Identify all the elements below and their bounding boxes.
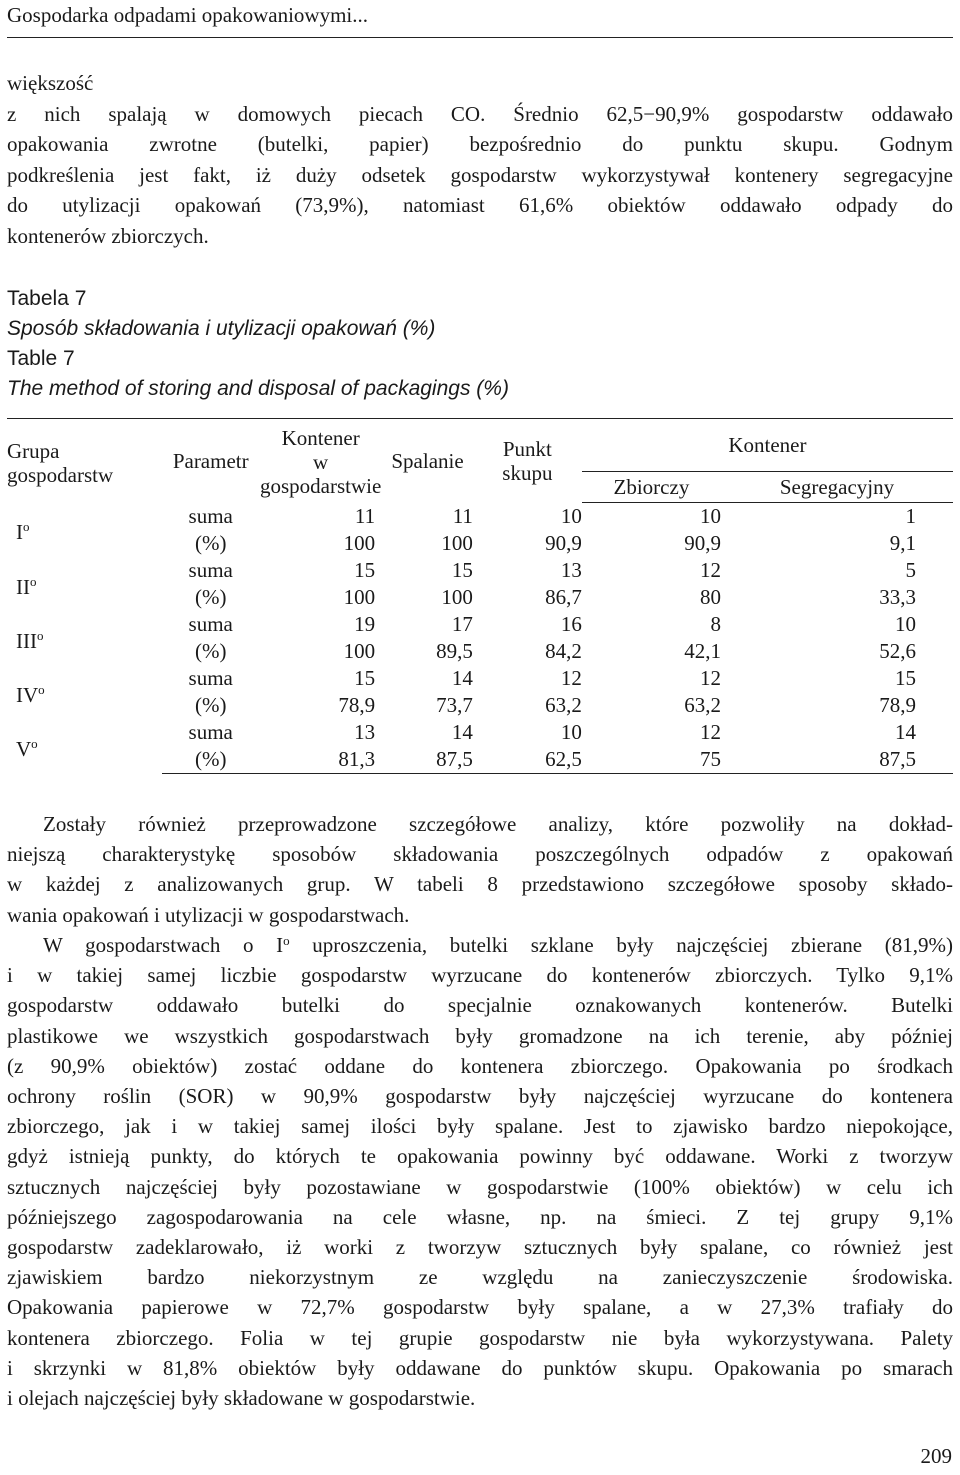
table-cell: 8 [710, 612, 721, 636]
text-line: sztucznych najczęściej były pozostawiane w gospodarstwie (100% obiektów) w celu ich [7, 1174, 953, 1199]
group-label: $I^o$ [16, 519, 30, 545]
page-number: 209 [920, 1444, 952, 1468]
header-spalanie: Spalanie [382, 419, 473, 503]
table-cell: 15 [451, 558, 473, 582]
param-suma: suma [188, 558, 233, 582]
table-cell: 90,9 [545, 531, 582, 555]
table-cell: 15 [354, 558, 376, 582]
table-cell: 1 [905, 504, 916, 528]
text-line: gospodarstw zadeklarowało, iż worki z tworzyw sztucznych były spalane, co również jest [7, 1235, 953, 1260]
table-cell: 80 [700, 585, 721, 609]
table-cell: 15 [354, 666, 376, 690]
table-cell: 73,7 [436, 693, 473, 717]
param-percent: (%) [194, 585, 227, 609]
text-line: wania opakowań i utylizacji w gospodarstwach. [7, 902, 410, 927]
group-label: III$^o$ [16, 627, 44, 653]
table-title-en: The method of storing and disposal of packagings (%) [7, 377, 509, 400]
table-row [7, 503, 953, 531]
intro-line: opakowania zwrotne (butelki, papier) bezpośrednio do punktu skupu. Godnym [7, 132, 953, 156]
table-cell: 87,5 [382, 746, 473, 774]
text-line: Opakowania papierowe w 72,7% gospodarstw były spalane, a w 27,3% trafiały do [7, 1295, 953, 1320]
intro-line: z nich spalają w domowych piecach CO. Średnio 62,5−90,9% gospodarstw oddawało [7, 101, 953, 126]
param-suma: suma [188, 666, 233, 690]
text-line: zjawiskiem bardzo niekorzystnym ze względu na zanieczyszczenie środowiska. [7, 1265, 953, 1290]
table-label-en: Table 7 [7, 347, 75, 370]
table-cell: 87,5 [721, 746, 953, 774]
header-zbiorczy: Zbiorczy [582, 472, 721, 503]
text-line: Zostały również przeprowadzone szczegółowe analizy, które pozwoliły na dokład- [43, 812, 953, 836]
table-cell: 42,1 [684, 639, 721, 663]
table-cell: 81,3 [259, 746, 382, 774]
text-line: i skrzynki w 81,8% obiektów były oddawane do punktów skupu. Opakowania po smarach [7, 1355, 953, 1380]
table-cell: 19 [354, 612, 376, 636]
group-label: $IV^o$ [16, 681, 45, 707]
param-suma: suma [188, 720, 233, 744]
table-cell: 16 [560, 612, 582, 636]
table-cell: 78,9 [338, 693, 376, 717]
text-line: niejszą charakterystykę sposobów składowania poszczególnych odpadów z opakowań [7, 842, 953, 867]
text-line: gospodarstw oddawało butelki do specjalnie oznakowanych kontenerów. Butelki [7, 993, 953, 1018]
text-line: plastikowe we wszystkich gospodarstwach były gromadzone na ich terenie, aby później [7, 1023, 953, 1048]
header-segregacyjny: Segregacyjny [721, 472, 953, 503]
table-cell: 84,2 [545, 639, 582, 663]
table-cell: 10 [700, 504, 721, 528]
table-cell: 12 [700, 720, 721, 744]
table-cell: 9,1 [889, 531, 916, 555]
param-percent: (%) [194, 693, 227, 717]
param-suma: suma [188, 503, 233, 528]
param-percent: (%) [194, 531, 227, 555]
table-cell: 13 [354, 720, 376, 744]
table-cell: 12 [700, 666, 721, 690]
table-cell: 89,5 [436, 639, 473, 663]
table-row [7, 665, 953, 692]
table-cell: 10 [560, 503, 582, 528]
intro-line: większość [7, 71, 94, 95]
running-header: Gospodarka odpadami opakowaniowymi... [7, 3, 369, 27]
intro-line: do utylizacji opakowań (73,9%), natomiast 61,6% obiektów oddawało odpady do [7, 193, 953, 217]
text-line: ochrony roślin (SOR) w 90,9% gospodarstw były najczęściej wyrzucane do kontenera [7, 1084, 953, 1109]
text-line: kontenera zbiorczego. Folia w tej grupie gospodarstw nie była wykorzystywana. Palety [7, 1325, 953, 1350]
param-percent: (%) [194, 639, 227, 663]
table-cell: 12 [560, 666, 582, 690]
group-label: $V^o$ [16, 735, 38, 761]
table-cell: 86,7 [545, 585, 582, 609]
group-label: $II^o$ [16, 573, 37, 599]
table-row [7, 719, 953, 746]
table-cell: 100 [343, 639, 376, 663]
table-cell: 11 [452, 503, 473, 528]
table-cell: 17 [451, 612, 473, 636]
table-cell: 12 [700, 558, 721, 582]
table-cell: 15 [895, 666, 916, 690]
header-kontener: Kontener [582, 419, 953, 472]
text-line: gdyż istnieją punkty, do których te opakowania powinny być oddawane. Worki z tworzyw [7, 1144, 953, 1169]
table-cell: 10 [895, 612, 916, 636]
table-row [7, 611, 953, 638]
table-title-pl: Sposób składowania i utylizacji opakowań (%) [7, 317, 436, 340]
table-cell: 62,5 [473, 746, 582, 774]
header-rule [7, 37, 953, 38]
table-cell: 90,9 [684, 531, 721, 555]
storage-method-table [7, 418, 953, 774]
table-cell: 52,6 [879, 639, 916, 663]
intro-line: kontenerów zbiorczych. [7, 223, 209, 248]
table-cell: 11 [354, 503, 376, 528]
group-one-paragraph [7, 930, 953, 1413]
table-cell: 14 [451, 666, 473, 690]
table-label-pl: Tabela 7 [7, 287, 87, 310]
table-cell: 78,9 [879, 693, 916, 717]
table-cell: 75 [582, 746, 721, 774]
text-line: zbiorczego, jak i w takiej samej ilości były spalane. Jest to zjawisko bardzo niepokojące, [7, 1114, 953, 1139]
text-line: późniejszego zagospodarowania na cele własne, np. na śmieci. Z tej grupy 9,1% [7, 1204, 953, 1229]
text-line: i w takiej samej liczbie gospodarstw wyrzucane do kontenerów zbiorczych. Tylko 9,1% [7, 963, 953, 988]
table-cell: 100 [343, 531, 376, 555]
table-cell: 10 [560, 720, 582, 744]
table-cell: 100 [441, 585, 473, 609]
intro-line: podkreślenia jest fakt, iż duży odsetek gospodarstw wykorzystywał kontenery segregacyjne [7, 162, 953, 187]
table-cell: 14 [895, 720, 916, 744]
table-cell: 13 [560, 558, 582, 582]
intro-paragraph [7, 68, 953, 251]
header-parametr: Parametr [162, 419, 259, 503]
table-row [7, 557, 953, 584]
table-cell: 63,2 [684, 693, 721, 717]
table-cell: 100 [343, 585, 376, 609]
table-cell: 33,3 [879, 585, 916, 609]
table-cell: 63,2 [545, 693, 582, 717]
table-cell: 14 [451, 720, 473, 744]
header-punkt-skupu: Punkt skupu [473, 419, 582, 503]
text-line: (z 90,9% obiektów) zostać oddane do kontenera zbiorczego. Opakowania po środkach [7, 1053, 953, 1078]
param-percent: (%) [162, 746, 259, 774]
text-line: w każdej z analizowanych grup. W tabeli 8 przedstawiono szczegółowe sposoby składo- [7, 872, 953, 897]
table-cell: 100 [441, 531, 473, 555]
text-line: W gospodarstwach o $I^o$ uproszczenia, butelki szklane były najczęściej zbierane (81,9%) [43, 933, 953, 957]
param-suma: suma [188, 612, 233, 636]
text-line: i olejach najczęściej były składowane w gospodarstwie. [7, 1386, 476, 1411]
table-cell: 5 [905, 558, 916, 582]
header-group: Grupa gospodarstw [7, 419, 162, 503]
header-kontener-gospodarstwie: Kontener w gospodarstwie [259, 419, 382, 503]
analysis-paragraph [7, 809, 953, 930]
